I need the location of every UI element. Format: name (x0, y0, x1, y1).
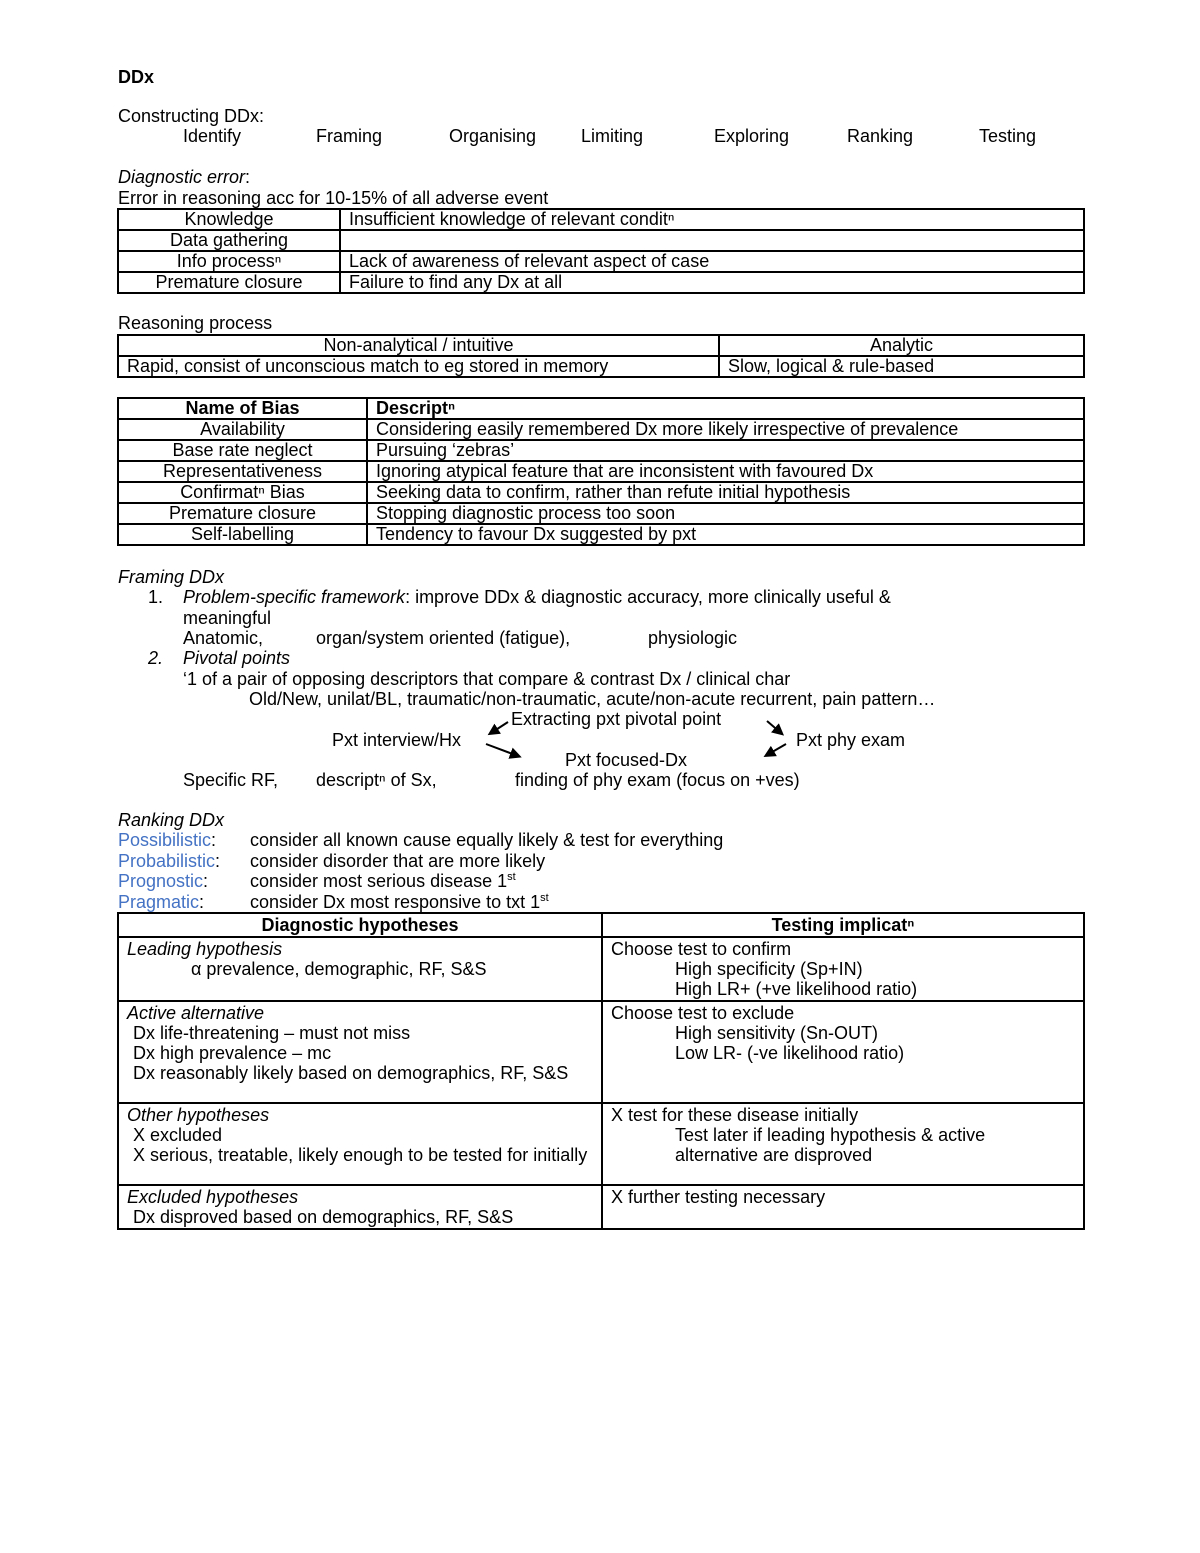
step-organising: Organising (449, 126, 537, 146)
reasoning-col-intuitive: Non-analytical / intuitive (118, 335, 719, 356)
cycle-interview: Pxt interview/Hx (332, 730, 462, 750)
col-testing-implication: Testing implicatⁿ (602, 913, 1084, 937)
table-row (118, 1185, 1084, 1229)
step-testing: Testing (979, 126, 1037, 146)
framing-item2-term: Pivotal points (183, 648, 291, 668)
framework-type-anatomic: Anatomic, (183, 628, 264, 648)
hypothesis-line: Dx high prevalence – mc (133, 1043, 332, 1063)
error-desc: Insufficient knowledge of relevant conditⁿ (340, 209, 1084, 230)
framing-item2-number: 2. (148, 648, 164, 668)
page-title: DDx (118, 67, 155, 87)
step-exploring: Exploring (714, 126, 790, 146)
table-row (118, 937, 1084, 1001)
testing-cell (602, 1103, 1084, 1185)
bias-name: Base rate neglect (118, 440, 367, 461)
table-row (118, 1001, 1084, 1103)
approach-prognostic: Prognostic: (118, 871, 209, 891)
step-limiting: Limiting (581, 126, 644, 146)
framework-type-physiologic: physiologic (648, 628, 738, 648)
reasoning-heading: Reasoning process (118, 313, 273, 333)
constructing-label: Constructing DDx: (118, 106, 265, 126)
approach-pragmatic: Pragmatic: (118, 892, 205, 912)
approach-possibilistic: Possibilistic: (118, 830, 217, 850)
pivotal-examples: Old/New, unilat/BL, traumatic/non-traumatic, acute/non-acute recurrent, pain pattern… (249, 689, 936, 709)
cycle-extracting: Extracting pxt pivotal point (511, 709, 722, 729)
testing-cell (602, 937, 1084, 1001)
testing-cell (602, 1185, 1084, 1229)
bias-name: Representativeness (118, 461, 367, 482)
testing-title: X further testing necessary (611, 1187, 826, 1207)
bias-desc: Stopping diagnostic process too soon (367, 503, 1084, 524)
reasoning-analytic-desc: Slow, logical & rule-based (719, 356, 1084, 377)
diagnostic-error-heading: Diagnostic error: (118, 167, 251, 187)
step-framing: Framing (316, 126, 383, 146)
hypothesis-title: Leading hypothesis (127, 939, 283, 959)
error-cause: Info processⁿ (118, 251, 340, 272)
error-cause: Knowledge (118, 209, 340, 230)
bias-desc: Considering easily remembered Dx more likely irrespective of prevalence (367, 419, 1084, 440)
cycle-focused-dx: Pxt focused-Dx (565, 750, 688, 770)
hypothesis-cell (118, 1103, 602, 1185)
hypothesis-line: Dx reasonably likely based on demographics, RF, S&S (133, 1063, 569, 1083)
reasoning-col-analytic: Analytic (719, 335, 1084, 356)
testing-line: High sensitivity (Sn-OUT) (675, 1023, 879, 1043)
table-row (118, 1103, 1084, 1185)
testing-title: X test for these disease initially (611, 1105, 859, 1125)
bias-desc: Pursuing ‘zebras’ (367, 440, 1084, 461)
bias-desc: Tendency to favour Dx suggested by pxt (367, 524, 1084, 545)
approach-prognostic-desc: consider most serious disease 1st (250, 871, 516, 891)
testing-line: Test later if leading hypothesis & active alternative are disproved (675, 1125, 986, 1165)
error-desc: Lack of awareness of relevant aspect of case (340, 251, 1084, 272)
testing-cell (602, 1001, 1084, 1103)
col-diagnostic-hypotheses: Diagnostic hypotheses (118, 913, 602, 937)
finding-rf: Specific RF, (183, 770, 279, 790)
error-cause: Premature closure (118, 272, 340, 293)
hypothesis-line: X excluded (133, 1125, 223, 1145)
arrow-to-interview-icon (491, 722, 508, 733)
arrow-to-focused-dx-icon (486, 744, 518, 756)
finding-sx: descriptⁿ of Sx, (316, 770, 437, 790)
approach-probabilistic: Probabilistic: (118, 851, 221, 871)
hypotheses-table (117, 912, 1085, 1230)
reasoning-intuitive-desc: Rapid, consist of unconscious match to eg stored in memory (118, 356, 719, 377)
hypothesis-title: Other hypotheses (127, 1105, 270, 1125)
bias-name: Premature closure (118, 503, 367, 524)
testing-title: Choose test to confirm (611, 939, 792, 959)
cycle-exam: Pxt phy exam (796, 730, 906, 750)
hypothesis-title: Excluded hypotheses (127, 1187, 299, 1207)
testing-line: Low LR- (-ve likelihood ratio) (675, 1043, 905, 1063)
hypothesis-cell (118, 1185, 602, 1229)
diagnostic-error-note: Error in reasoning acc for 10-15% of all adverse event (118, 188, 549, 208)
step-identify: Identify (183, 126, 242, 146)
approach-pragmatic-desc: consider Dx most responsive to txt 1st (250, 892, 549, 912)
step-ranking: Ranking (847, 126, 914, 146)
hypothesis-cell (118, 1001, 602, 1103)
testing-title: Choose test to exclude (611, 1003, 795, 1023)
ranking-heading: Ranking DDx (118, 810, 225, 830)
bias-header-desc: Descriptⁿ (367, 398, 1084, 419)
finding-exam: finding of phy exam (focus on +ves) (515, 770, 800, 790)
testing-line: High LR+ (+ve likelihood ratio) (675, 979, 918, 999)
approach-probabilistic-desc: consider disorder that are more likely (250, 851, 546, 871)
error-desc: Failure to find any Dx at all (340, 272, 1084, 293)
hypothesis-title: Active alternative (127, 1003, 265, 1023)
framing-heading: Framing DDx (118, 567, 225, 587)
error-cause: Data gathering (118, 230, 340, 251)
table-header-row (118, 913, 1084, 937)
hypothesis-line: α prevalence, demographic, RF, S&S (191, 959, 487, 979)
pivotal-definition: ‘1 of a pair of opposing descriptors that compare & contrast Dx / clinical char (183, 669, 791, 689)
bias-desc: Seeking data to confirm, rather than refute initial hypothesis (367, 482, 1084, 503)
bias-desc: Ignoring atypical feature that are inconsistent with favoured Dx (367, 461, 1084, 482)
bias-name: Self-labelling (118, 524, 367, 545)
framing-item1-number: 1. (148, 587, 164, 607)
approach-possibilistic-desc: consider all known cause equally likely & test for everything (250, 830, 724, 850)
framing-item1-cont: meaningful (183, 608, 272, 628)
arrow-to-exam-icon (767, 721, 781, 733)
bias-name: Availability (118, 419, 367, 440)
hypothesis-line: Dx disproved based on demographics, RF, S&S (133, 1207, 514, 1227)
hypothesis-cell (118, 937, 602, 1001)
arrow-to-focused-dx-from-exam-icon (767, 744, 786, 755)
testing-line: High specificity (Sp+IN) (675, 959, 863, 979)
hypothesis-line: Dx life-threatening – must not miss (133, 1023, 411, 1043)
framework-type-organ: organ/system oriented (fatigue), (316, 628, 571, 648)
bias-name: Confirmatⁿ Bias (118, 482, 367, 503)
bias-header-name: Name of Bias (118, 398, 367, 419)
framing-item1: Problem-specific framework: improve DDx & diagnostic accuracy, more clinically useful & (183, 587, 891, 607)
hypothesis-line: X serious, treatable, likely enough to be tested for initially (133, 1145, 588, 1165)
